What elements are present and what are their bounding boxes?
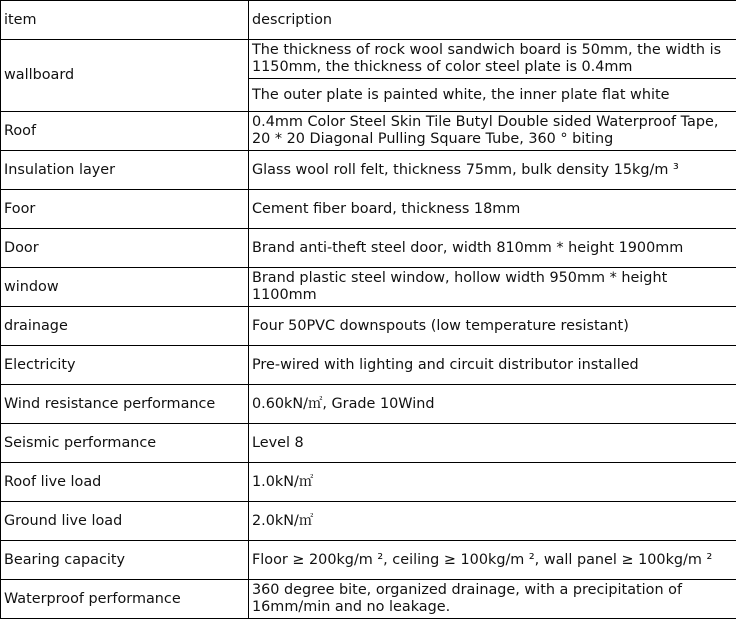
description-cell-floor: Cement fiber board, thickness 18mm xyxy=(249,190,736,229)
item-cell-roof-live-load: Roof live load xyxy=(1,463,249,502)
item-cell-insulation: Insulation layer xyxy=(1,151,249,190)
table-row-door xyxy=(1,229,736,268)
item-cell-wallboard: wallboard xyxy=(1,40,249,112)
table-row-roof-live-load xyxy=(1,463,736,502)
header-row xyxy=(1,1,736,40)
description-cell-waterproof: 360 degree bite, organized drainage, with a precipitation of 16mm/min and no leakage. xyxy=(249,580,736,619)
item-cell-floor: Foor xyxy=(1,190,249,229)
header-item-cell: item xyxy=(1,1,249,40)
header-description-cell: description xyxy=(249,1,736,40)
description-cell-electricity: Pre-wired with lighting and circuit distributor installed xyxy=(249,346,736,385)
description-cell-bearing: Floor ≥ 200kg/m ², ceiling ≥ 100kg/m ², wall panel ≥ 100kg/m ² xyxy=(249,541,736,580)
table-row-ground-live-load xyxy=(1,502,736,541)
table-row-drainage xyxy=(1,307,736,346)
description-cell-drainage: Four 50PVC downspouts (low temperature resistant) xyxy=(249,307,736,346)
description-cell-wallboard-2: The outer plate is painted white, the inner plate flat white xyxy=(249,79,736,112)
description-cell-seismic: Level 8 xyxy=(249,424,736,463)
table-row-bearing xyxy=(1,541,736,580)
item-cell-electricity: Electricity xyxy=(1,346,249,385)
item-cell-door: Door xyxy=(1,229,249,268)
item-cell-seismic: Seismic performance xyxy=(1,424,249,463)
description-cell-insulation: Glass wool roll felt, thickness 75mm, bulk density 15kg/m ³ xyxy=(249,151,736,190)
item-cell-waterproof: Waterproof performance xyxy=(1,580,249,619)
description-cell-roof: 0.4mm Color Steel Skin Tile Butyl Double sided Waterproof Tape, 20 * 20 Diagonal Pulling Square Tube, 360 ° biting xyxy=(249,112,736,151)
item-cell-window: window xyxy=(1,268,249,307)
table-row-insulation xyxy=(1,151,736,190)
item-cell-bearing: Bearing capacity xyxy=(1,541,249,580)
description-cell-roof-live-load: 1.0kN/㎡ xyxy=(249,463,736,502)
item-cell-roof: Roof xyxy=(1,112,249,151)
table-row-electricity xyxy=(1,346,736,385)
description-cell-wind: 0.60kN/㎡, Grade 10Wind xyxy=(249,385,736,424)
description-cell-door: Brand anti-theft steel door, width 810mm * height 1900mm xyxy=(249,229,736,268)
item-cell-ground-live-load: Ground live load xyxy=(1,502,249,541)
table-row-roof xyxy=(1,112,736,151)
table-row-wallboard xyxy=(1,40,736,79)
table-row-waterproof xyxy=(1,580,736,619)
table-row-wind xyxy=(1,385,736,424)
table-row-window xyxy=(1,268,736,307)
table-row-seismic xyxy=(1,424,736,463)
description-cell-ground-live-load: 2.0kN/㎡ xyxy=(249,502,736,541)
table-row-floor xyxy=(1,190,736,229)
item-cell-wind: Wind resistance performance xyxy=(1,385,249,424)
description-cell-window: Brand plastic steel window, hollow width 950mm * height 1100mm xyxy=(249,268,736,307)
item-cell-drainage: drainage xyxy=(1,307,249,346)
description-cell-wallboard-1: The thickness of rock wool sandwich board is 50mm, the width is 1150mm, the thickness of color steel plate is 0.4mm xyxy=(249,40,736,79)
